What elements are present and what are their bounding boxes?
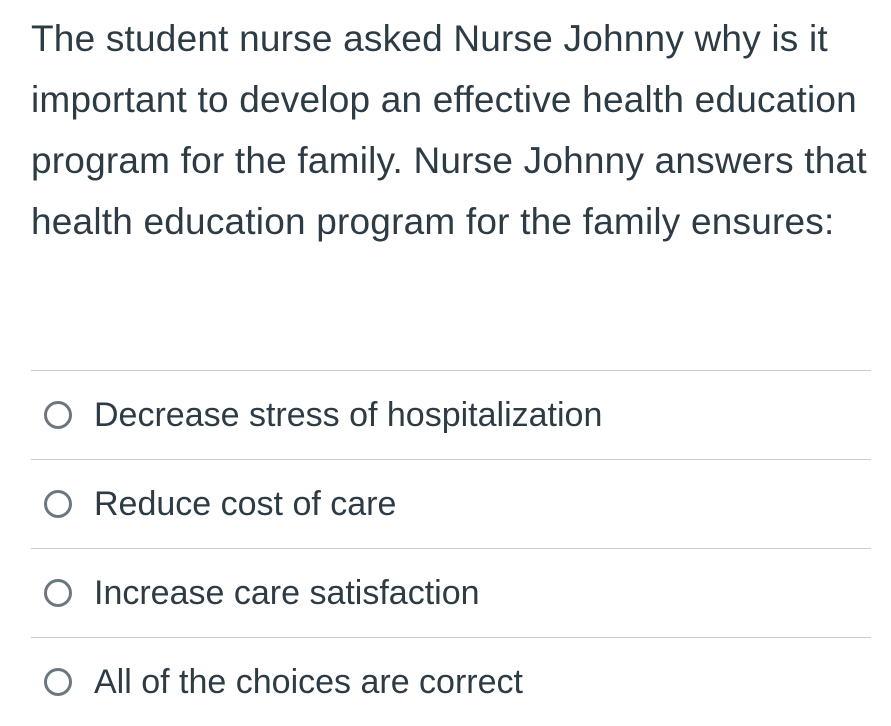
radio-button-icon[interactable] <box>44 401 72 429</box>
answer-label: Increase care satisfaction <box>94 573 480 612</box>
answer-label: All of the choices are correct <box>94 662 523 701</box>
answer-list <box>31 370 871 726</box>
answer-label: Decrease stress of hospitalization <box>94 395 603 434</box>
answer-option-increase-satisfaction[interactable] <box>31 549 871 637</box>
answer-label: Reduce cost of care <box>94 484 397 523</box>
answer-option-reduce-cost[interactable] <box>31 460 871 548</box>
radio-button-icon[interactable] <box>44 490 72 518</box>
answer-option-all-correct[interactable] <box>31 638 871 726</box>
radio-button-icon[interactable] <box>44 579 72 607</box>
question-text: The student nurse asked Nurse Johnny why is it important to develop an effective health education program for the family. Nurse Johnny answers that health education program for the family ensures: <box>31 18 867 242</box>
answer-option-decrease-stress[interactable] <box>31 371 871 459</box>
radio-button-icon[interactable] <box>44 668 72 696</box>
